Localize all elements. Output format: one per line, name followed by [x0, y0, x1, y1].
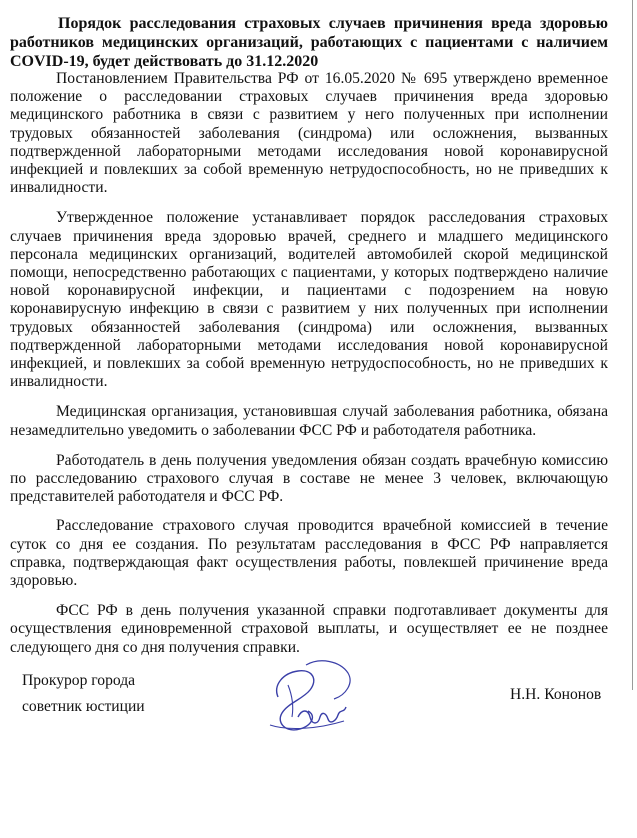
- paragraph-4: Работодатель в день получения уведомления обязан создать врачебную комиссию по расследованию страхового случая в составе не менее 3 человек, включающую представителей работодателя и ФСС РФ.: [10, 451, 608, 506]
- paragraph-1: Постановлением Правительства РФ от 16.05.2020 № 695 утверждено временное положение о расследовании страховых случаев причинения вреда здоровью медицинского работника в связи с развитием у него полученных при исполнении трудовых обязанностей заболевания (синдрома) или осложнения, вызванных подтвержденной лабораторными методами исследования новой коронавирусной инфекцией и повлекших за собой временную нетрудоспособность, но не приведших к инвалидности.: [10, 70, 608, 197]
- signature-stroke: [277, 671, 314, 730]
- signature-stroke: [306, 661, 350, 699]
- signer-position-line2: советник юстиции: [22, 698, 145, 715]
- document-body: [10, 70, 608, 666]
- paragraph-2: Утвержденное положение устанавливает порядок расследования страховых случаев причинения вреда здоровью врачей, среднего и младшего медицинского персонала медицинских организаций, водителей автомобилей скорой медицинской помощи, непосредственно работающих с пациентами, у которых подтверждено наличие новой коронавирусной инфекции, и пациентами с подозрением на новую коронавирусную инфекцию в связи с развитием у них полученных при исполнении трудовых обязанностей заболевания (синдрома) или осложнения, вызванных подтвержденной лабораторными методами исследования новой коронавирусной инфекцией, и повлекших за собой временную нетрудоспособность, но не приведших к инвалидности.: [10, 209, 608, 391]
- signer-position-line1: Прокурор города: [22, 672, 136, 689]
- document-title: Порядок расследования страховых случаев причинения вреда здоровью работников медицинских организаций, работающих с пациентами с наличием COVID-19, будет действовать до 31.12.2020: [10, 15, 608, 70]
- page-edge-line: [632, 0, 633, 690]
- paragraph-3: Медицинская организация, установившая случай заболевания работника, обязана незамедлительно уведомить о заболевании ФСС РФ и работодателя работника.: [10, 403, 608, 439]
- paragraph-5: Расследование страхового случая проводится врачебной комиссией в течение суток со дня ее создания. По результатам расследования в ФСС РФ направляется справка, подтверждающая факт осуществления работы, повлекшей причинение вреда здоровью.: [10, 517, 608, 590]
- paragraph-6: ФСС РФ в день получения указанной справки подготавливает документы для осуществления единовременной страховой выплаты, и осуществляет ее не позднее следующего дня со дня получения справки.: [10, 602, 608, 656]
- signature-stroke: [288, 685, 293, 717]
- signer-name: Н.Н. Кононов: [510, 686, 602, 703]
- handwritten-signature: [258, 655, 358, 740]
- signature-stroke: [298, 707, 346, 723]
